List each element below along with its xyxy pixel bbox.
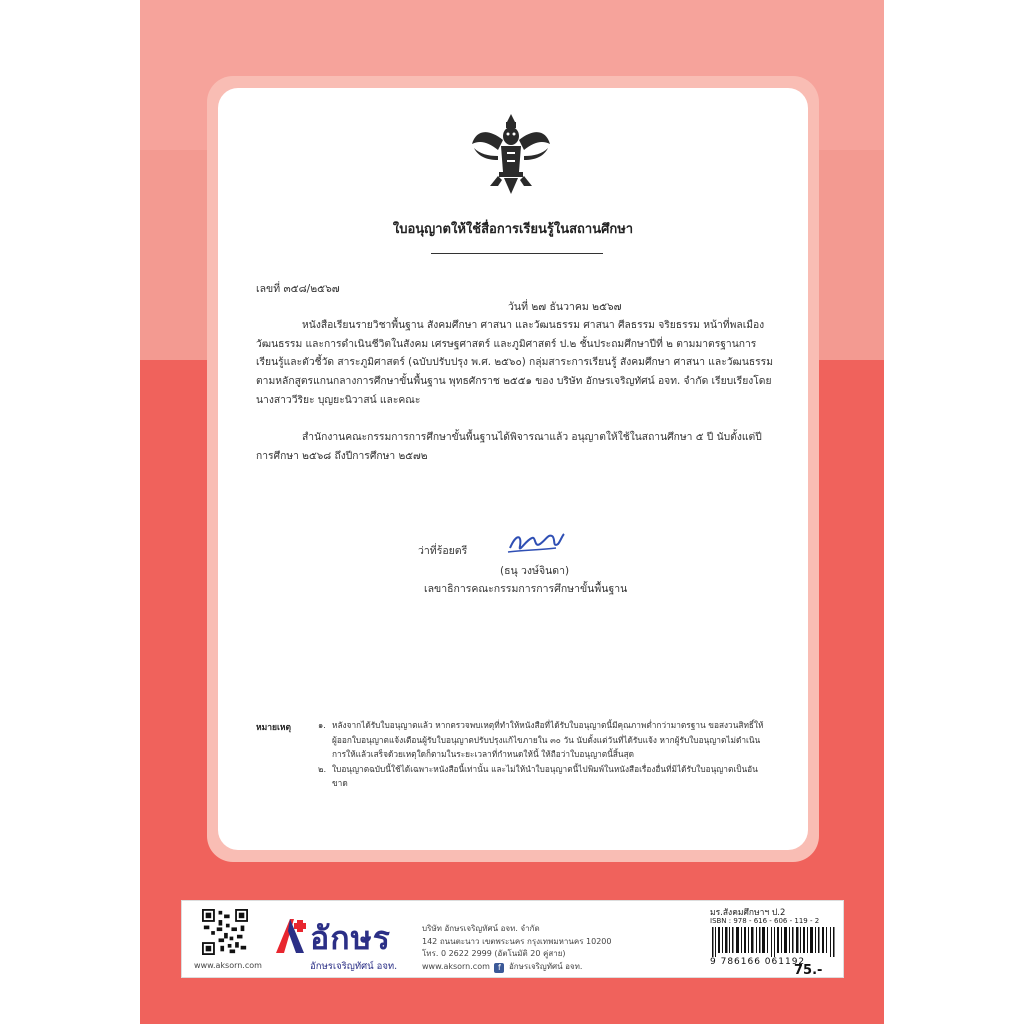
- note-item: [318, 762, 768, 791]
- note-number: ๒.: [318, 763, 327, 774]
- document-number: เลขที่ ๓๕๘/๒๕๖๗: [256, 283, 340, 295]
- company-website[interactable]: www.aksorn.com: [422, 961, 490, 971]
- isbn-number: ISBN : 978 - 616 - 606 - 119 - 2: [710, 917, 820, 925]
- document-title: ใบอนุญาตให้ใช้สื่อการเรียนรู้ในสถานศึกษา: [392, 222, 634, 237]
- paragraph-1-text: หนังสือเรียนรายวิชาพื้นฐาน สังคมศึกษา ศาสนา และวัฒนธรรม ศาสนา ศีลธรรม จริยธรรม หน้าที่พลเมือง วัฒนธรรม และการดำเนินชีวิตในสังคม เศรษฐศาสตร์ และภูมิศาสตร์ ป.๒ ชั้นประถมศึกษาปีที่ ๒ ตามมาตรฐานการเรียนรู้และตัวชี้วัด สาระภูมิศาสตร์ (ฉบับปรับปรุง พ.ศ. ๒๕๖๐) กลุ่มสาระการเรียนรู้ สังคมศึกษา ศาสนา และวัฒนธรรม ตามหลักสูตรแกนกลางการศึกษาขั้นพื้นฐาน พุทธศักราช ๒๕๕๑ ของ บริษัท อักษรเจริญทัศน์ อจท. จำกัด เรียบเรียงโดย นางสาววีริยะ บุญยะนิวาสน์ และคณะ: [256, 319, 773, 406]
- note-text: หลังจากได้รับใบอนุญาตแล้ว หากตรวจพบเหตุที่ทำให้หนังสือที่ได้รับใบอนุญาตนี้มีคุณภาพต่ำกว่ามาตรฐาน ขอสงวนสิทธิ์ให้ผู้ออกใบอนุญาตแจ้งเตือนผู้รับใบอนุญาตปรับปรุงแก้ไขภายใน ๓๐ วัน นับตั้งแต่วันที่ได้รับแจ้ง หากผู้รับใบอนุญาตไม่ดำเนินการให้แล้วเสร็จด้วยเหตุใดก็ตามในระยะเวลาที่กำหนดให้นี้ ให้ถือว่าใบอนุญาตนี้สิ้นสุด: [332, 720, 764, 760]
- signer-name: (ธนุ วงษ์จินดา): [500, 565, 570, 577]
- note-text: ใบอนุญาตฉบับนี้ใช้ได้เฉพาะหนังสือนี้เท่านั้น และไม่ให้นำใบอนุญาตนี้ไปพิมพ์ในหนังสือเรื่องอื่นที่มิได้รับใบอนุญาตเป็นอันขาด: [332, 763, 758, 789]
- qr-code-icon[interactable]: [202, 909, 248, 955]
- qr-website: www.aksorn.com: [194, 961, 262, 970]
- closing-rank: ว่าที่ร้อยตรี: [418, 545, 468, 557]
- title-underline: [431, 253, 603, 254]
- facebook-icon[interactable]: f: [494, 963, 504, 973]
- document-date: วันที่ ๒๗ ธันวาคม ๒๕๖๗: [508, 301, 622, 313]
- notes-list: [318, 718, 768, 791]
- paragraph-2-text: สำนักงานคณะกรรมการการศึกษาขั้นพื้นฐานได้พิจารณาแล้ว อนุญาตให้ใช้ในสถานศึกษา ๕ ปี นับตั้งแต่ปีการศึกษา ๒๕๖๘ ถึงปีการศึกษา ๒๕๗๒: [256, 431, 762, 462]
- barcode-digits: 9 786166 061192: [710, 957, 806, 967]
- body-paragraph-1: [256, 316, 776, 410]
- company-address: 142 ถนนตะนาว เขตพระนคร กรุงเทพมหานคร 10200: [422, 936, 612, 946]
- note-number: ๑.: [318, 720, 326, 730]
- brand-subtitle: อักษรเจริญทัศน์ อจท.: [310, 961, 398, 972]
- signature-icon: [506, 526, 566, 560]
- body-paragraph-2: [256, 428, 776, 465]
- publisher-footer: [181, 900, 844, 978]
- aksorn-logo-icon: [274, 915, 308, 955]
- book-code: มร.สังคมศึกษาฯ ป.2: [710, 908, 786, 918]
- book-back-cover: [140, 0, 884, 1024]
- garuda-emblem-icon: [468, 110, 554, 200]
- facebook-page-label[interactable]: อักษรเจริญทัศน์ อจท.: [508, 961, 583, 971]
- note-label: หมายเหตุ: [256, 723, 291, 733]
- barcode-icon: [710, 927, 838, 957]
- company-contact-row: [422, 961, 611, 974]
- brand-name: อักษร: [310, 919, 391, 957]
- company-name: บริษัท อักษรเจริญทัศน์ อจท. จำกัด: [422, 924, 540, 933]
- company-info: [422, 923, 611, 973]
- note-item: [318, 718, 768, 762]
- license-certificate: [218, 88, 808, 850]
- price-label: 75.-: [794, 963, 823, 978]
- signer-position: เลขาธิการคณะกรรมการการศึกษาขั้นพื้นฐาน: [424, 583, 628, 595]
- company-phone: โทร. 0 2622 2999 (อัตโนมัติ 20 คู่สาย): [422, 949, 566, 958]
